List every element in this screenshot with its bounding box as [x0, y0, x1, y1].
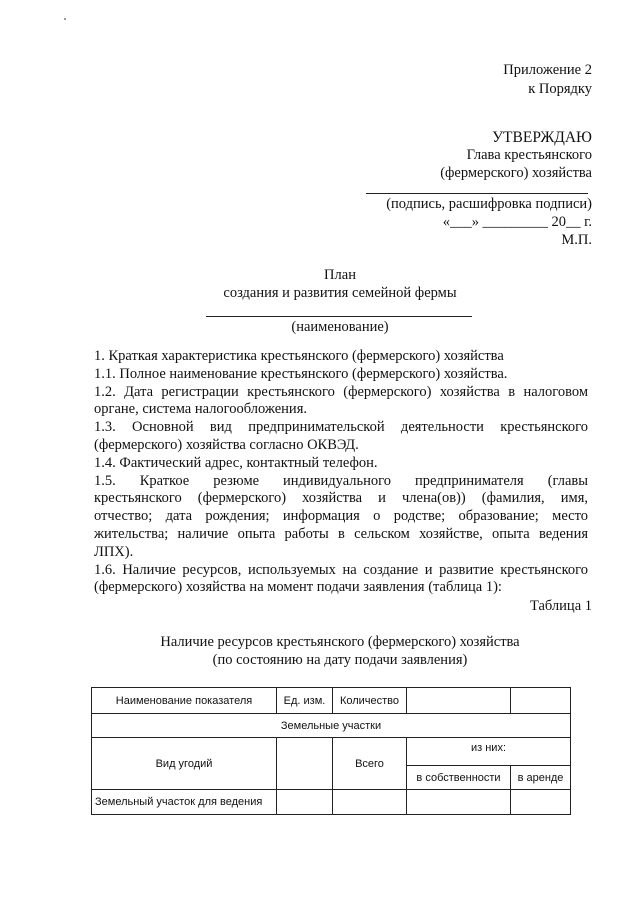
empty-cell — [277, 790, 333, 815]
land-plot-row-label: Земельный участок для ведения — [92, 790, 277, 815]
section-1-4: 1.4. Фактический адрес, контактный телефон. — [94, 454, 378, 471]
section-1-5-line4: жительства; наличие опыта работы в сельском хозяйстве, опыта ведения — [94, 525, 588, 542]
section-land-plots: Земельные участки — [92, 714, 571, 738]
section-1-1: 1.1. Полное наименование крестьянского (фермерского) хозяйства. — [94, 365, 508, 382]
table-label: Таблица 1 — [529, 598, 592, 614]
table-title: Наличие ресурсов крестьянского (фермерского) хозяйства — [160, 634, 520, 650]
appendix-number: Приложение 2 — [503, 62, 592, 78]
unit-cell — [277, 738, 333, 790]
land-type-cell: Вид угодий — [92, 738, 277, 790]
empty-cell — [333, 790, 407, 815]
section-list — [94, 348, 588, 597]
of-them-cell: из них: — [407, 738, 571, 766]
approver-title-line2: (фермерского) хозяйства — [440, 165, 592, 181]
section-1-3-line1: 1.3. Основной вид предпринимательской деятельности крестьянского — [94, 419, 588, 436]
total-cell: Всего — [333, 738, 407, 790]
table-row — [92, 790, 571, 815]
approve-heading: УТВЕРЖДАЮ — [492, 129, 592, 146]
header-empty — [407, 688, 511, 714]
table-subtitle: (по состоянию на дату подачи заявления) — [212, 652, 468, 668]
empty-cell — [511, 790, 571, 815]
section-1-2-line2: органе, система налогообложения. — [94, 401, 307, 418]
section-1-5-line2: крестьянского (фермерского) хозяйства и члена(ов)) (фамилия, имя, — [94, 490, 588, 507]
section-1-3-line2: (фермерского) хозяйства согласно ОКВЭД. — [94, 436, 359, 453]
plan-subtitle: создания и развития семейной фермы — [223, 285, 457, 301]
scan-speck — [64, 18, 66, 20]
section-1-6-line1: 1.6. Наличие ресурсов, используемых на создание и развитие крестьянского — [94, 561, 588, 578]
header-unit: Ед. изм. — [277, 688, 333, 714]
signature-line — [366, 193, 588, 194]
section-1: 1. Краткая характеристика крестьянского (фермерского) хозяйства — [94, 348, 504, 364]
plan-title: План — [324, 267, 356, 283]
resources-table — [91, 687, 571, 815]
header-empty-2 — [511, 688, 571, 714]
table-section-row — [92, 714, 571, 738]
header-quantity: Количество — [333, 688, 407, 714]
section-1-2-line1: 1.2. Дата регистрации крестьянского (фермерского) хозяйства в налоговом — [94, 383, 588, 400]
farm-name-caption: (наименование) — [291, 319, 389, 335]
seal-mark: М.П. — [561, 232, 592, 248]
signature-caption: (подпись, расшифровка подписи) — [386, 196, 592, 212]
approval-date-line: «___» _________ 20__ г. — [442, 214, 592, 230]
appendix-reference: к Порядку — [528, 81, 592, 97]
table-header-row — [92, 688, 571, 714]
section-1-5-line3: отчество; дата рождения; информация о родстве; образование; место — [94, 508, 588, 525]
section-1-6-line2: (фермерского) хозяйства на момент подачи заявления (таблица 1): — [94, 579, 502, 596]
header-indicator: Наименование показателя — [92, 688, 277, 714]
section-1-5-line1: 1.5. Краткое резюме индивидуального предпринимателя (главы — [94, 472, 588, 489]
approver-title-line1: Глава крестьянского — [466, 147, 592, 163]
farm-name-line — [206, 316, 472, 317]
empty-cell — [407, 790, 511, 815]
owned-cell: в собственности — [407, 766, 511, 790]
section-1-5-line5: ЛПХ). — [94, 543, 134, 560]
table-row — [92, 738, 571, 766]
leased-cell: в аренде — [511, 766, 571, 790]
